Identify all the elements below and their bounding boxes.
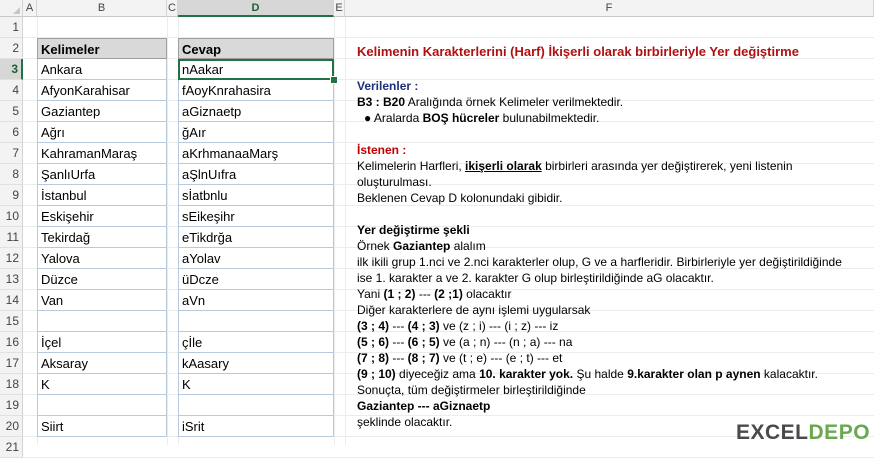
cevap-cell[interactable]: kAasary <box>178 353 334 374</box>
given-range: B3 : B20 <box>357 95 406 109</box>
exceldepo-logo <box>736 422 870 444</box>
pair-4-3: (4 ; 3) <box>407 319 440 333</box>
row-header-16[interactable]: 16 <box>0 332 23 353</box>
column-header-b[interactable]: B <box>37 0 167 17</box>
method-line-6-text: ve (z ; i) --- (i ; z) --- iz <box>439 319 559 333</box>
pair-7-8: (7 ; 8) <box>357 351 390 365</box>
method-line-10: Sonuçta, tüm değiştirmeler birleştirildiğinde <box>357 383 586 397</box>
method-line-9 <box>357 366 818 382</box>
kelime-cell[interactable]: KahramanMaraş <box>37 143 167 164</box>
kelime-cell[interactable] <box>37 311 167 332</box>
sep: --- <box>389 335 408 349</box>
column-header-a[interactable]: A <box>23 0 37 17</box>
row-header-18[interactable]: 18 <box>0 374 23 395</box>
gridline <box>345 17 346 445</box>
pair-2-1: (2 ;1) <box>434 287 463 301</box>
kelime-cell[interactable]: İçel <box>37 332 167 353</box>
row-header-7[interactable]: 7 <box>0 143 23 164</box>
required-line-1 <box>357 158 793 174</box>
required-line-2: oluşturulması. <box>357 175 432 189</box>
row-header-19[interactable]: 19 <box>0 395 23 416</box>
kelime-cell[interactable]: Ağrı <box>37 122 167 143</box>
required-line-1-pre: Kelimelerin Harfleri, <box>357 159 466 173</box>
method-line-12: şeklinde olacaktır. <box>357 415 453 429</box>
row-header-5[interactable]: 5 <box>0 101 23 122</box>
method-line-8 <box>357 350 562 366</box>
method-line-1 <box>357 238 486 254</box>
given-line-2-text: bulunabilmektedir. <box>499 111 600 125</box>
method-line-7 <box>357 334 572 350</box>
given-line-2 <box>364 110 599 126</box>
row-header-20[interactable]: 20 <box>0 416 23 437</box>
no-10th-char: 10. karakter yok. <box>479 367 574 381</box>
method-line-9-mid: diyeceğiz ama <box>395 367 480 381</box>
cevap-cell[interactable]: sİatbnlu <box>178 185 334 206</box>
header-kelimeler[interactable]: Kelimeler <box>37 38 167 59</box>
required-pairwise: ikişerli olarak <box>465 159 542 173</box>
cevap-cell[interactable]: fAoyKnrahasira <box>178 80 334 101</box>
row-header-8[interactable]: 8 <box>0 164 23 185</box>
row-header-3[interactable]: 3 <box>0 59 23 80</box>
kelime-cell[interactable]: AfyonKarahisar <box>37 80 167 101</box>
pair-6-5: (6 ; 5) <box>407 335 440 349</box>
cevap-cell[interactable]: aKrhmanaaMarş <box>178 143 334 164</box>
given-heading: Verilenler : <box>357 79 419 93</box>
kelime-cell[interactable]: İstanbul <box>37 185 167 206</box>
given-line-1-text: Aralığında örnek Kelimeler verilmektedir. <box>405 95 624 109</box>
cevap-cell[interactable]: nAakar <box>178 59 334 80</box>
kelime-cell[interactable]: Gaziantep <box>37 101 167 122</box>
pair-9-10: (9 ; 10) <box>357 367 396 381</box>
kelime-cell[interactable]: Aksaray <box>37 353 167 374</box>
row-header-15[interactable]: 15 <box>0 311 23 332</box>
row-header-6[interactable]: 6 <box>0 122 23 143</box>
select-all-corner[interactable] <box>0 0 23 17</box>
gridline <box>167 17 168 445</box>
kelime-cell[interactable]: Ankara <box>37 59 167 80</box>
row-header-14[interactable]: 14 <box>0 290 23 311</box>
cevap-cell[interactable]: K <box>178 374 334 395</box>
cevap-cell[interactable]: aVn <box>178 290 334 311</box>
method-line-7-text: ve (a ; n) --- (n ; a) --- na <box>439 335 573 349</box>
kelime-cell[interactable]: Van <box>37 290 167 311</box>
pair-8-7: (8 ; 7) <box>407 351 440 365</box>
method-line-4-pre: Yani <box>357 287 384 301</box>
cevap-cell[interactable]: eTikdrğa <box>178 227 334 248</box>
method-heading: Yer değiştirme şekli <box>357 223 470 237</box>
sep: --- <box>389 351 408 365</box>
sep: --- <box>389 319 408 333</box>
row-header-13[interactable]: 13 <box>0 269 23 290</box>
column-header-f[interactable]: F <box>345 0 874 17</box>
method-line-1-text: alalım <box>450 239 486 253</box>
given-line-2-pre: ● Aralarda <box>364 111 423 125</box>
row-header-12[interactable]: 12 <box>0 248 23 269</box>
method-line-4-text: olacaktır <box>462 287 512 301</box>
method-example-word: Gaziantep <box>393 239 451 253</box>
row-header-2[interactable]: 2 <box>0 38 23 59</box>
method-line-3: ise 1. karakter a ve 2. karakter G olup birleştirildiğinde aG olacaktır. <box>357 271 714 285</box>
required-heading: İstenen : <box>357 143 407 157</box>
kelime-cell[interactable]: ŞanlıUrfa <box>37 164 167 185</box>
pair-5-6: (5 ; 6) <box>357 335 390 349</box>
logo-part-depo: DEPO <box>808 421 871 444</box>
method-line-5: Diğer karakterlere de aynı işlemi uygularsak <box>357 303 591 317</box>
method-line-1-pre: Örnek <box>357 239 394 253</box>
row-header-10[interactable]: 10 <box>0 206 23 227</box>
kelime-cell[interactable]: Yalova <box>37 248 167 269</box>
cevap-cell[interactable]: çİle <box>178 332 334 353</box>
kelime-cell[interactable]: Siirt <box>37 416 167 437</box>
cevap-cell[interactable] <box>178 311 334 332</box>
cevap-cell[interactable]: aŞlnUıfra <box>178 164 334 185</box>
method-line-2: ilk ikili grup 1.nci ve 2.nci karakterler olup, G ve a harfleridir. Birbirleriyle yer değiştirildiğinde <box>357 255 842 269</box>
method-line-4 <box>357 286 512 302</box>
pair-1-2: (1 ; 2) <box>383 287 416 301</box>
header-cevap[interactable]: Cevap <box>178 38 334 59</box>
cevap-cell[interactable]: aGiznaetp <box>178 101 334 122</box>
method-line-6 <box>357 318 558 334</box>
cevap-cell[interactable] <box>178 395 334 416</box>
required-line-3: Beklenen Cevap D kolonundaki gibidir. <box>357 191 563 205</box>
column-header-d[interactable]: D <box>178 0 334 17</box>
row-header-4[interactable]: 4 <box>0 80 23 101</box>
kelime-cell[interactable]: Düzce <box>37 269 167 290</box>
sep: --- <box>415 287 435 301</box>
cevap-cell[interactable]: üDcze <box>178 269 334 290</box>
method-line-9-text: kalacaktır. <box>760 367 818 381</box>
method-line-8-text: ve (t ; e) --- (e ; t) --- et <box>439 351 563 365</box>
row-header-21[interactable]: 21 <box>0 437 23 458</box>
row-header-9[interactable]: 9 <box>0 185 23 206</box>
ninth-char-kept: 9.karakter olan p aynen <box>627 367 761 381</box>
method-line-9-mid2: Şu halde <box>573 367 628 381</box>
kelime-cell[interactable] <box>37 395 167 416</box>
method-result: Gaziantep --- aGiznaetp <box>357 399 491 413</box>
column-header-e[interactable]: E <box>334 0 345 17</box>
kelime-cell[interactable]: K <box>37 374 167 395</box>
kelime-cell[interactable]: Eskişehir <box>37 206 167 227</box>
column-header-c[interactable]: C <box>167 0 178 17</box>
row-header-1[interactable]: 1 <box>0 17 23 38</box>
cevap-cell[interactable]: iSrit <box>178 416 334 437</box>
cevap-cell[interactable]: ğAır <box>178 122 334 143</box>
pair-3-4: (3 ; 4) <box>357 319 390 333</box>
cevap-cell[interactable]: aYolav <box>178 248 334 269</box>
row-header-17[interactable]: 17 <box>0 353 23 374</box>
required-line-1-text: birbirleri arasında yer değiştirerek, yeni listenin <box>541 159 793 173</box>
fill-handle[interactable] <box>330 76 338 84</box>
row-header-11[interactable]: 11 <box>0 227 23 248</box>
kelime-cell[interactable]: Tekirdağ <box>37 227 167 248</box>
given-line-1 <box>357 94 623 110</box>
logo-part-excel: EXCEL <box>736 421 809 444</box>
notes-title: Kelimenin Karakterlerini (Harf) İkişerli olarak birbirleriyle Yer değiştirme <box>357 44 799 59</box>
cevap-cell[interactable]: sEikeşihr <box>178 206 334 227</box>
given-empty-cells: BOŞ hücreler <box>422 111 500 125</box>
